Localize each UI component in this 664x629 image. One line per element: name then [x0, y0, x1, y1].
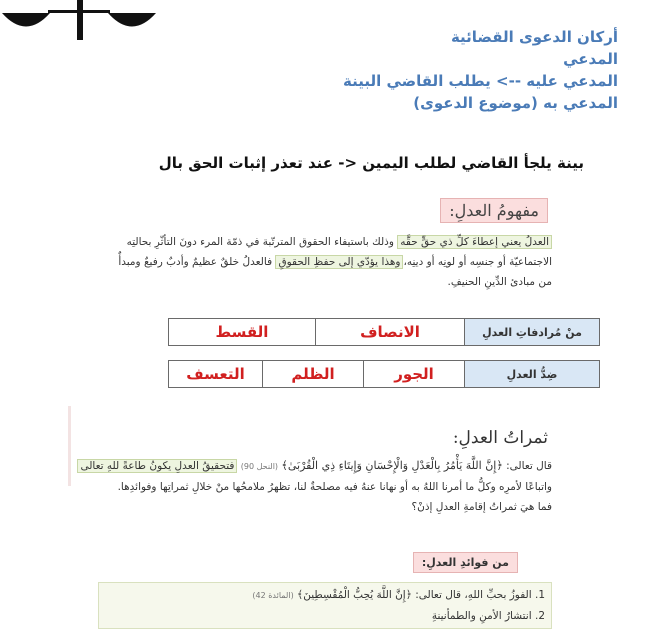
benefits-list [98, 582, 552, 629]
benefit-1-verse: ﴿إِنَّ اللَّهَ يُحِبُّ الْمُقْسِطِينَ﴾ [297, 589, 412, 601]
concept-text-2: الاجتماعيّة أو جنسِه أو لونِه أو دينِه، [403, 256, 552, 268]
synonyms-table [168, 318, 600, 346]
benefits-heading: من فوائدِ العدلِ: [413, 552, 518, 573]
highlight-rights: وهذا يؤدّي إلى حفظِ الحقوقِ [275, 255, 403, 269]
synonym-cell: القسط [169, 319, 316, 346]
intro-block [343, 26, 618, 114]
antonyms-table [168, 360, 600, 388]
quran-verse: ﴿إِنَّ اللَّهَ يَأْمُرُ بِالْعَدْلِ وَالْإِحْسَانِ وَإِيتَاءِ ذِي الْقُرْبَىٰ﴾ [281, 459, 503, 472]
intro-line-3: المدعي عليه --> يطلب القاضي البينة [343, 72, 618, 90]
scales-of-justice-logo [0, 0, 160, 40]
benefit-1-reference: (المائدة 42) [252, 591, 294, 600]
verse-reference: (النحل 90) [240, 462, 279, 471]
concept-paragraph [52, 232, 552, 292]
highlight-obedience: فتحقيقُ العدلِ يكونُ طاعةً للهِ تعالى [77, 459, 237, 473]
antonyms-label: ضِدُّ العدلِ [465, 361, 600, 388]
concept-text-3: فالعدلُ خلقٌ عظيمٌ وأدبٌ رفيعٌ ومبدأٌ [118, 256, 276, 268]
concept-text-1: وذلك باستيفاء الحقوق المترتّبة في ذمّة المرء دونَ التأثّرِ بحالتِه [126, 236, 398, 248]
antonym-cell: الجور [364, 361, 465, 388]
fruits-line-3: فما هيَ ثمراتُ إقامةِ العدلِ إذنْ؟ [411, 501, 552, 513]
fruits-paragraph [52, 456, 552, 517]
benefit-item-1 [105, 585, 545, 606]
intro-line-4: المدعي به (موضوع الدعوى) [413, 94, 618, 112]
benefit-item-2: 2. انتشارُ الأمنِ والطمأنينةِ [431, 610, 545, 622]
intro-line-2: المدعي [563, 50, 618, 68]
highlight-definition: العدلُ يعني إعطاءَ كلِّ ذي حقٍّ حقَّه [397, 235, 552, 249]
concept-text-4: من مبادئ الدِّينِ الحنيفِ. [447, 276, 552, 288]
fruits-line-2: واتباعًا لأمرِه وكلُّ ما أمرنا اللهُ به أو نهانا عنهُ فيه مصلحةٌ لنا، تظهرُ ملامحُها منْ خلالِ ثمراتِها وفوائدِها. [117, 481, 552, 493]
concept-heading: مفهومُ العدلِ: [440, 198, 548, 223]
benefit-1-text: 1. الفوزُ بحبِّ اللهِ، قال تعالى: [411, 589, 545, 601]
fruits-heading: ثمراتُ العدلِ: [452, 428, 548, 448]
antonym-cell: التعسف [169, 361, 263, 388]
synonyms-label: منْ مُرادفاتِ العدلِ [465, 319, 600, 346]
intro-line-1: أركان الدعوى القضائية [450, 28, 618, 46]
antonym-cell: الظلم [263, 361, 364, 388]
fruits-q-prefix: قال تعالى: [502, 460, 552, 472]
synonym-cell: الانصاف [316, 319, 465, 346]
bold-statement: بينة يلجأ القاضي لطلب اليمين <- عند تعذر إثبات الحق بال [158, 154, 584, 172]
